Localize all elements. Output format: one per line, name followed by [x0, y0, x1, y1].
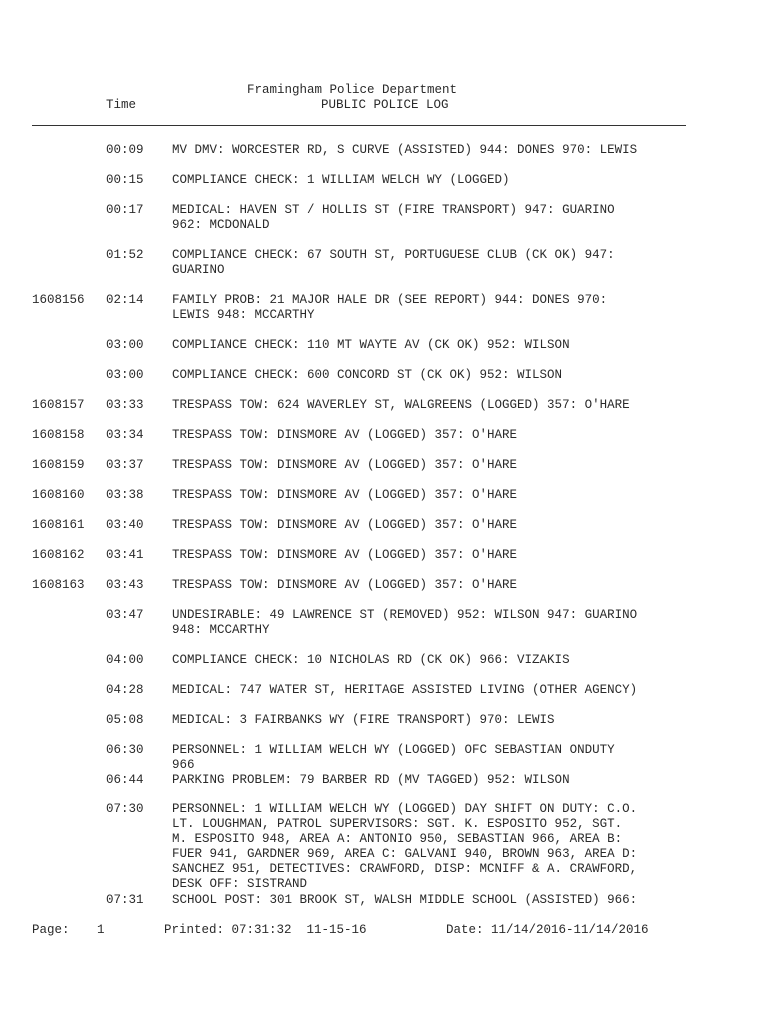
log-entry-time: 00:15: [106, 173, 144, 187]
log-entry-description: TRESPASS TOW: DINSMORE AV (LOGGED) 357: O'HARE: [172, 548, 518, 562]
log-entry-time: 04:00: [106, 653, 144, 667]
log-entry-time: 07:30: [106, 802, 144, 816]
log-entry-time: 03:37: [106, 458, 144, 472]
log-entry-time: 03:34: [106, 428, 144, 442]
log-entry-number: 1608157: [32, 398, 85, 412]
log-entry-time: 00:09: [106, 143, 144, 157]
log-entry-time: 07:31: [106, 893, 144, 907]
log-entry-time: 03:41: [106, 548, 144, 562]
log-entry-time: 03:00: [106, 338, 144, 352]
log-entry-description: TRESPASS TOW: DINSMORE AV (LOGGED) 357: O'HARE: [172, 518, 518, 532]
log-entry-time: 03:38: [106, 488, 144, 502]
log-entry-description: COMPLIANCE CHECK: 110 MT WAYTE AV (CK OK) 952: WILSON: [172, 338, 570, 352]
log-entry-number: 1608158: [32, 428, 85, 442]
footer-page-label: Page:: [32, 923, 70, 937]
log-entry-description: TRESPASS TOW: DINSMORE AV (LOGGED) 357: O'HARE: [172, 458, 518, 472]
log-entry-number: 1608159: [32, 458, 85, 472]
log-entry-description: COMPLIANCE CHECK: 1 WILLIAM WELCH WY (LOGGED): [172, 173, 510, 187]
log-entry-description: UNDESIRABLE: 49 LAWRENCE ST (REMOVED) 952: WILSON 947: GUARINO 948: MCCARTHY: [172, 608, 638, 637]
log-entry-time: 00:17: [106, 203, 144, 217]
log-entry-description: COMPLIANCE CHECK: 10 NICHOLAS RD (CK OK) 966: VIZAKIS: [172, 653, 570, 667]
log-entry-description: TRESPASS TOW: DINSMORE AV (LOGGED) 357: O'HARE: [172, 578, 518, 592]
log-entry-number: 1608160: [32, 488, 85, 502]
log-entry-time: 03:43: [106, 578, 144, 592]
footer-date-range: Date: 11/14/2016-11/14/2016: [446, 923, 649, 937]
log-entry-description: COMPLIANCE CHECK: 600 CONCORD ST (CK OK) 952: WILSON: [172, 368, 563, 382]
log-entry-time: 06:44: [106, 773, 144, 787]
log-entry-time: 03:33: [106, 398, 144, 412]
log-entry-number: 1608156: [32, 293, 85, 307]
log-entry-time: 02:14: [106, 293, 144, 307]
log-entry-description: MV DMV: WORCESTER RD, S CURVE (ASSISTED) 944: DONES 970: LEWIS: [172, 143, 638, 157]
log-entry-description: FAMILY PROB: 21 MAJOR HALE DR (SEE REPORT) 944: DONES 970: LEWIS 948: MCCARTHY: [172, 293, 608, 322]
log-entry-description: PERSONNEL: 1 WILLIAM WELCH WY (LOGGED) DAY SHIFT ON DUTY: C.O. LT. LOUGHMAN, PATROL SUPERVISORS: SGT. K. ESPOSITO 952, SGT. M. ESPOSITO 948, AREA A: ANTONIO 950, SEBASTIAN 966, AREA B: FUER 941, GARDNER 969, AREA C: GALVANI 940, BROWN 963, AREA D: SANCHEZ 951, DETECTIVES: CRAWFORD, DISP: MCNIFF & A. CRAWFORD, DESK OFF: SISTRAND: [172, 802, 638, 891]
log-entry-description: TRESPASS TOW: DINSMORE AV (LOGGED) 357: O'HARE: [172, 428, 518, 442]
log-entry-description: MEDICAL: 3 FAIRBANKS WY (FIRE TRANSPORT) 970: LEWIS: [172, 713, 555, 727]
log-entry-description: MEDICAL: HAVEN ST / HOLLIS ST (FIRE TRANSPORT) 947: GUARINO 962: MCDONALD: [172, 203, 615, 232]
log-entry-description: PARKING PROBLEM: 79 BARBER RD (MV TAGGED) 952: WILSON: [172, 773, 570, 787]
log-entry-time: 03:40: [106, 518, 144, 532]
footer-page-number: 1: [97, 923, 105, 937]
footer-printed: Printed: 07:31:32 11-15-16: [164, 923, 367, 937]
log-entry-time: 06:30: [106, 743, 144, 757]
log-entry-time: 03:47: [106, 608, 144, 622]
log-entry-description: SCHOOL POST: 301 BROOK ST, WALSH MIDDLE SCHOOL (ASSISTED) 966:: [172, 893, 638, 907]
log-entry-description: COMPLIANCE CHECK: 67 SOUTH ST, PORTUGUESE CLUB (CK OK) 947: GUARINO: [172, 248, 615, 277]
header-divider: [32, 125, 686, 126]
log-entry-time: 04:28: [106, 683, 144, 697]
log-entry-time: 05:08: [106, 713, 144, 727]
log-entry-description: TRESPASS TOW: DINSMORE AV (LOGGED) 357: O'HARE: [172, 488, 518, 502]
log-entry-description: MEDICAL: 747 WATER ST, HERITAGE ASSISTED LIVING (OTHER AGENCY): [172, 683, 638, 697]
log-entry-number: 1608161: [32, 518, 85, 532]
log-entry-time: 01:52: [106, 248, 144, 262]
department-name: Framingham Police Department: [247, 83, 458, 97]
log-entry-description: TRESPASS TOW: 624 WAVERLEY ST, WALGREENS (LOGGED) 357: O'HARE: [172, 398, 630, 412]
log-title: PUBLIC POLICE LOG: [321, 98, 449, 112]
log-entry-number: 1608162: [32, 548, 85, 562]
log-entry-time: 03:00: [106, 368, 144, 382]
time-column-header: Time: [106, 98, 137, 112]
log-entry-description: PERSONNEL: 1 WILLIAM WELCH WY (LOGGED) OFC SEBASTIAN ONDUTY 966: [172, 743, 615, 772]
log-entry-number: 1608163: [32, 578, 85, 592]
